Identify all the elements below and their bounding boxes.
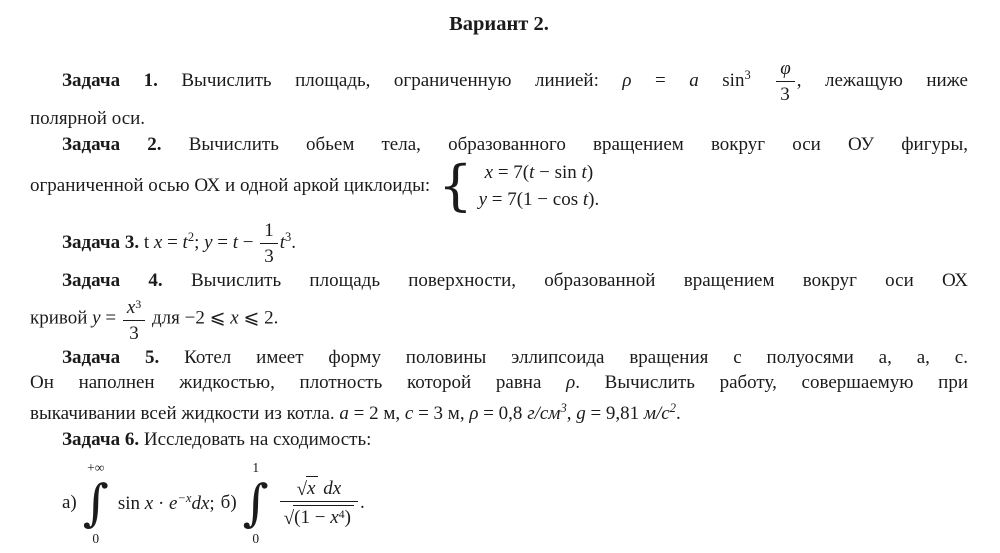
exponent: 4	[338, 507, 345, 522]
problem-2-line-1	[30, 131, 968, 158]
t-variable: t	[582, 188, 589, 210]
exponent: 2	[669, 401, 676, 416]
integral-sign: ∫	[82, 474, 109, 533]
problem-6-line-2	[30, 453, 968, 553]
t-variable: t	[182, 232, 188, 254]
item-b-label: б)	[220, 492, 237, 514]
problem-5-line-1	[30, 345, 968, 370]
dot-operator: ·	[153, 493, 170, 515]
radical-sign: √	[296, 479, 308, 501]
radicand	[293, 505, 354, 528]
x-variable: x	[153, 232, 163, 254]
exponent: −x	[177, 491, 192, 506]
rho-symbol: ρ	[469, 403, 479, 425]
variant-title: Вариант 2.	[449, 13, 549, 35]
problem-3-formula	[153, 220, 297, 268]
value-text: = 0,8	[478, 403, 528, 425]
inequality-left: −2 ⩽	[184, 307, 231, 329]
equals-sign: =	[631, 70, 690, 91]
cycloid-system	[438, 154, 600, 218]
system-brace: {	[438, 154, 473, 218]
period: .	[291, 232, 297, 254]
one-third-fraction	[260, 219, 278, 268]
density-unit: г/см	[527, 403, 561, 425]
problem-5-text-cont: . Вычислить работу, совершаемую при	[575, 372, 968, 394]
dx-differential: dx	[318, 478, 342, 500]
problem-5-text: Котел имеет форму половины эллипсоида вращения с полуосями а, а, с.	[184, 347, 968, 369]
equation-text: = 7(	[493, 161, 530, 183]
integral-b-lower-limit: 0	[252, 531, 260, 547]
integrand-b-fraction	[280, 477, 358, 529]
y-variable: y	[92, 307, 101, 329]
problem-4-line-2	[30, 293, 968, 345]
exponent: 3	[285, 230, 292, 245]
t-variable: t	[529, 161, 535, 183]
problem-1-text-after: лежащую ниже	[825, 70, 968, 91]
period: .	[359, 492, 365, 514]
equation-text: − sin	[534, 161, 582, 183]
inequality-right: ⩽ 2.	[238, 307, 279, 329]
t-variable: t	[232, 232, 239, 254]
comma: ,	[566, 403, 577, 425]
rho-symbol: ρ	[566, 372, 576, 394]
problem-5-text-cont: Он наполнен жидкостью, плотность которой равна	[30, 372, 567, 394]
x-variable: x	[144, 493, 154, 515]
exponent: 2	[187, 230, 195, 245]
t-variable: t	[581, 161, 587, 183]
x-variable: x	[230, 307, 239, 329]
integral-sign: ∫	[242, 474, 269, 533]
problem-2-text-cont: ограниченной осью ОХ и одной аркой циклоиды:	[30, 175, 431, 197]
equation-text: ).	[588, 188, 600, 210]
problem-5-line-3	[30, 395, 968, 427]
period: .	[676, 403, 681, 425]
problem-1-line-2	[30, 106, 968, 131]
equals-sign: =	[162, 232, 183, 254]
integral-b-upper-limit: 1	[252, 460, 260, 476]
integral-a-upper-limit: +∞	[87, 460, 105, 476]
problem-3-text: t	[143, 232, 150, 254]
sin-operator: sin	[117, 493, 145, 515]
comma: ,	[796, 70, 802, 91]
semicolon: ;	[209, 493, 215, 515]
problem-2-line-2	[30, 154, 968, 218]
problem-1-line-1	[30, 50, 968, 106]
fraction-denominator: 3	[129, 323, 139, 345]
problem-5-line-2	[30, 370, 968, 395]
phi-over-3-fraction	[776, 57, 795, 106]
x-variable: x	[484, 161, 494, 183]
problem-3-line	[30, 214, 968, 268]
fraction-numerator: 1	[260, 219, 278, 244]
exponent: 3	[560, 401, 567, 416]
problem-5-label: Задача 5.	[62, 347, 160, 369]
integral-a-lower-limit: 0	[92, 531, 100, 547]
sin-exponent: 3	[744, 68, 751, 82]
integral-b	[243, 460, 269, 546]
fraction-numerator	[280, 477, 358, 502]
problem-4-text-cont: кривой	[30, 307, 93, 329]
problem-1-label: Задача 1.	[62, 70, 158, 91]
problem-6-text: Исследовать на сходимость:	[143, 429, 372, 451]
problem-1-formula	[622, 58, 802, 106]
fraction-denominator: 3	[264, 246, 274, 268]
system-equation-y	[479, 187, 600, 213]
sqrt-expression	[284, 503, 354, 529]
x-variable: x	[330, 507, 339, 529]
for-text: для	[147, 307, 185, 329]
problem-2-label: Задача 2.	[62, 134, 162, 156]
problem-3-label: Задача 3.	[62, 232, 140, 254]
a-variable: a	[689, 70, 699, 91]
equation-text: )	[586, 161, 594, 183]
y-variable: y	[478, 188, 487, 210]
x-variable: x	[126, 297, 136, 319]
item-a-label: а)	[62, 492, 77, 514]
problem-4-line-1	[30, 268, 968, 293]
expression-text: (1 −	[294, 507, 331, 529]
fraction-denominator: 3	[780, 84, 790, 106]
equals-sign: =	[212, 232, 233, 254]
a-variable: a	[339, 403, 349, 425]
c-variable: c	[404, 403, 414, 425]
value-text: = 3 м,	[413, 403, 470, 425]
acceleration-unit: м/с	[643, 403, 670, 425]
x-variable: x	[306, 476, 318, 499]
value-text: = 2 м,	[348, 403, 405, 425]
e-variable: e	[169, 493, 178, 515]
problem-5-text-cont: выкачивании всей жидкости из котла.	[30, 403, 340, 425]
exponent: 3	[135, 297, 142, 312]
problem-1-text-cont: полярной оси.	[30, 108, 146, 130]
fraction-numerator: φ	[776, 57, 795, 82]
fraction-denominator	[280, 502, 358, 529]
radical-sign: √	[283, 508, 295, 530]
value-text: = 9,81	[585, 403, 644, 425]
t-variable: t	[279, 232, 286, 254]
fraction-numerator	[123, 293, 145, 321]
problem-6-line-1	[30, 427, 968, 453]
problem-4-text: Вычислить площадь поверхности, образованной вращением вокруг оси ОХ	[190, 270, 969, 292]
system-equation-x	[485, 160, 594, 186]
sin-operator: sin	[698, 70, 745, 91]
semicolon: ;	[194, 232, 205, 254]
problem-6-label: Задача 6.	[62, 429, 140, 451]
integral-a	[83, 460, 109, 546]
problem-4-label: Задача 4.	[62, 270, 163, 292]
system-equations	[479, 160, 600, 213]
equals-sign: =	[100, 307, 121, 329]
rho-symbol: ρ	[622, 70, 632, 91]
g-variable: g	[576, 403, 586, 425]
integrand-a	[118, 491, 215, 515]
problem-1-text: Вычислить площадь, ограниченную линией:	[181, 70, 599, 91]
expression-text: )	[344, 507, 351, 529]
dx-differential: dx	[191, 493, 210, 515]
problem-2-text: Вычислить обьем тела, образованного вращением вокруг оси ОУ фигуры,	[188, 134, 968, 156]
minus-sign: −	[238, 232, 259, 254]
sqrt-x	[297, 477, 319, 500]
equation-text: = 7(1 − cos	[487, 188, 583, 210]
y-variable: y	[204, 232, 213, 254]
x-cubed-over-3-fraction	[123, 293, 145, 345]
